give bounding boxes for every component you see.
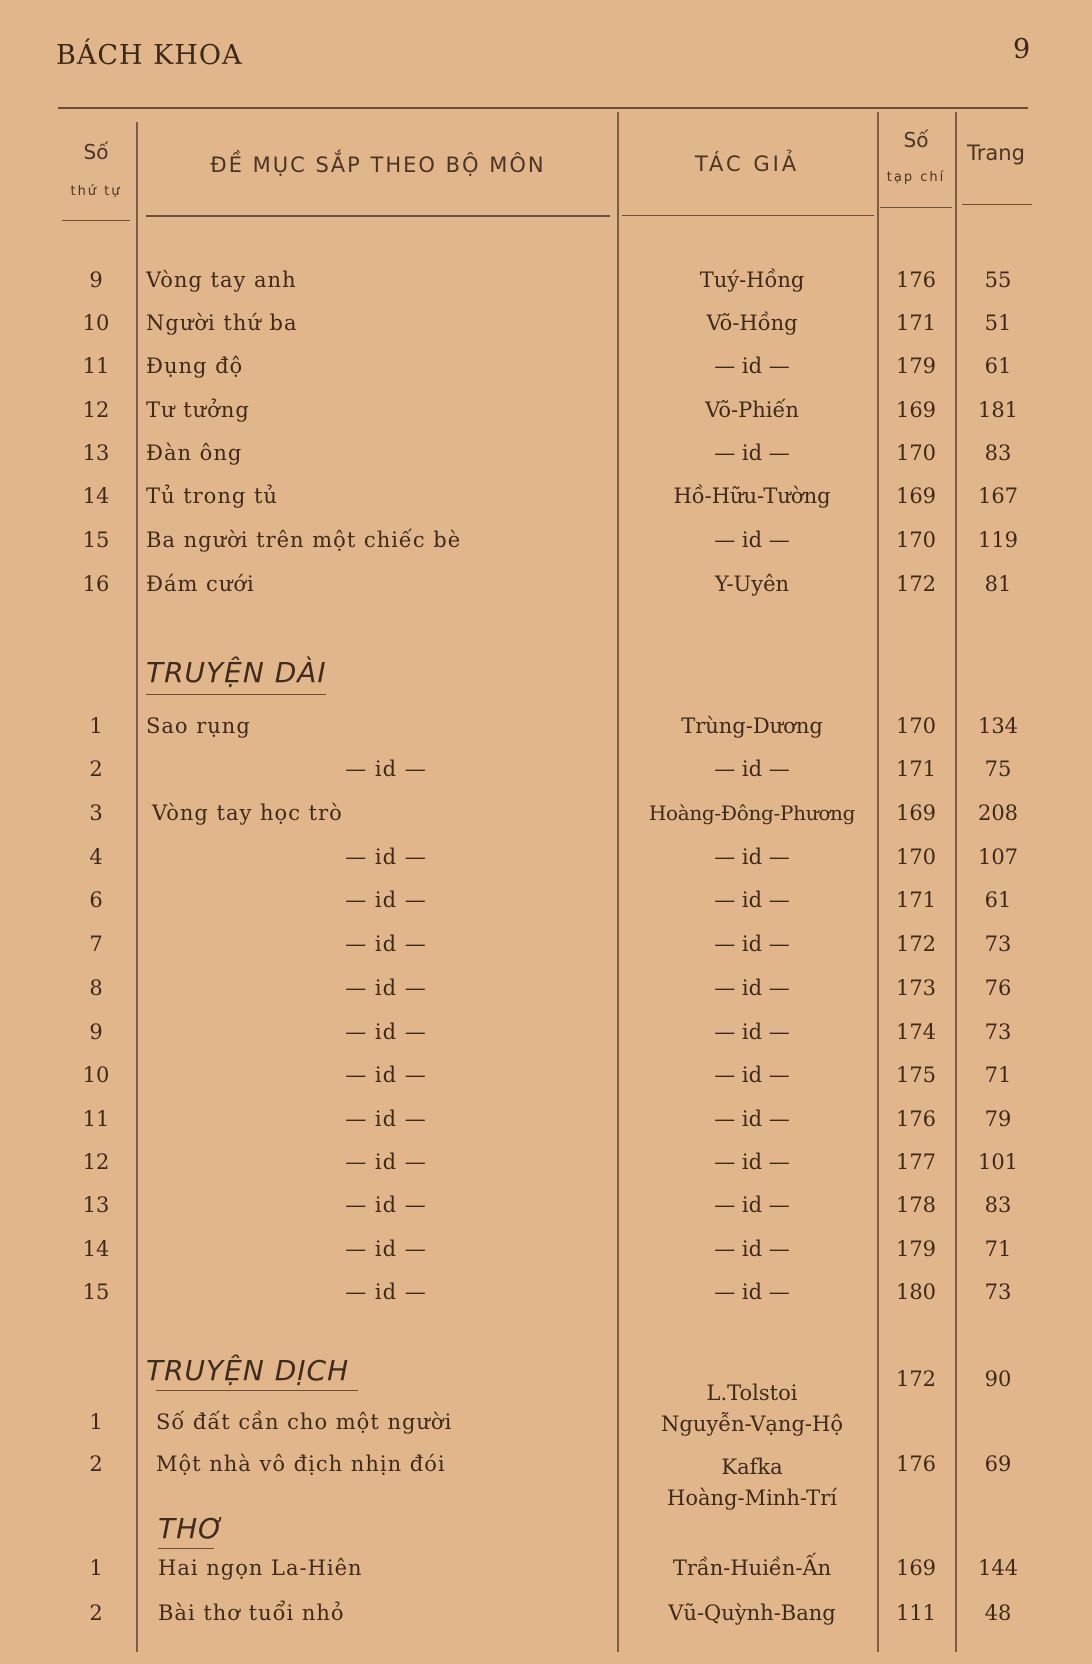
table-row [0, 976, 1092, 1018]
row-issue: 173 [895, 976, 937, 1000]
row-author: Võ-Phiến [705, 398, 799, 422]
row-page: 61 [984, 354, 1012, 378]
row-issue: 172 [895, 572, 937, 596]
table-row [0, 1280, 1092, 1322]
section-heading-truyen-dai: TRUYỆN DÀI [146, 656, 327, 689]
row-author: Võ-Hồng [706, 311, 798, 335]
row-page: 134 [977, 714, 1019, 738]
row-issue: 174 [895, 1020, 937, 1044]
row-page: 79 [984, 1107, 1012, 1131]
translator: Nguyễn-Vạng-Hộ [661, 1412, 843, 1436]
table-row [0, 1107, 1092, 1149]
row-page: 48 [984, 1601, 1012, 1625]
row-author: — id — [714, 528, 790, 552]
row-author: — id — [714, 1063, 790, 1087]
row-issue: 177 [895, 1150, 937, 1174]
row-author: — id — [714, 441, 790, 465]
table-row [0, 888, 1092, 930]
header-underline-no [62, 220, 130, 221]
header-no: Số [83, 140, 109, 164]
table-row [0, 398, 1092, 440]
row-page: 73 [984, 1020, 1012, 1044]
row-title: Số đất cần cho một người [156, 1410, 453, 1434]
row-title: Tủ trong tủ [146, 484, 278, 508]
section-heading-truyen-dich: TRUYỆN DỊCH [146, 1354, 350, 1387]
row-issue: 171 [895, 888, 937, 912]
row-page: 75 [984, 757, 1012, 781]
table-row [0, 714, 1092, 756]
row-page: 51 [984, 311, 1012, 335]
header-issue: Số [903, 128, 929, 152]
row-title: — id — [345, 1107, 427, 1131]
row-title: Đàn ông [146, 441, 243, 465]
row-page: 81 [984, 572, 1012, 596]
row-issue: 176 [895, 1452, 937, 1476]
row-author: — id — [714, 1150, 790, 1174]
row-title: — id — [345, 845, 427, 869]
row-author: — id — [714, 888, 790, 912]
row-number: 10 [82, 311, 110, 335]
row-title: Ba người trên một chiếc bè [146, 528, 462, 552]
table-row [0, 1020, 1092, 1062]
row-number: 6 [89, 888, 103, 912]
table-row [0, 1237, 1092, 1279]
header-page: Trang [967, 141, 1025, 165]
row-title: — id — [345, 1280, 427, 1304]
row-number: 1 [89, 1556, 103, 1580]
row-author: Trùng-Dương [681, 714, 823, 738]
row-title: Đám cưới [146, 572, 255, 596]
row-title: Hai ngọn La-Hiên [158, 1556, 363, 1580]
row-issue: 172 [895, 932, 937, 956]
row-title: Đụng độ [146, 354, 244, 378]
row-number: 1 [89, 1410, 103, 1434]
header-underline-author [622, 215, 874, 216]
row-page: 167 [977, 484, 1019, 508]
original-author: L.Tolstoi [706, 1381, 798, 1405]
row-number: 7 [89, 932, 103, 956]
row-number: 14 [82, 484, 110, 508]
running-head: BÁCH KHOA [56, 40, 243, 71]
row-number: 9 [89, 1020, 103, 1044]
row-issue: 171 [895, 757, 937, 781]
row-number: 15 [82, 528, 110, 552]
table-row [0, 1193, 1092, 1235]
table-row [0, 1367, 1092, 1409]
table-row [0, 1556, 1092, 1598]
header-no-sub: thứ tự [70, 184, 122, 199]
row-issue: 180 [895, 1280, 937, 1304]
row-author: Trần-Huiền-Ấn [672, 1556, 832, 1580]
row-number: 4 [89, 845, 103, 869]
header-underline-issue [880, 207, 952, 208]
row-author: Hồ-Hữu-Tường [673, 484, 831, 508]
row-page: 101 [977, 1150, 1019, 1174]
row-title: — id — [345, 1150, 427, 1174]
row-issue: 170 [895, 845, 937, 869]
row-page: 83 [984, 1193, 1012, 1217]
row-title: — id — [345, 976, 427, 1000]
row-issue: 171 [895, 311, 937, 335]
row-issue: 178 [895, 1193, 937, 1217]
section-heading-underline [158, 1548, 214, 1549]
row-page: 208 [977, 801, 1019, 825]
row-issue: 176 [895, 1107, 937, 1131]
row-issue: 169 [895, 484, 937, 508]
table-row [0, 1410, 1092, 1452]
table-top-rule [58, 107, 1028, 109]
row-title: — id — [345, 1193, 427, 1217]
row-title: — id — [345, 1020, 427, 1044]
row-issue: 179 [895, 354, 937, 378]
row-author: — id — [714, 1020, 790, 1044]
row-number: 1 [89, 714, 103, 738]
row-page: 107 [977, 845, 1019, 869]
row-page: 90 [984, 1367, 1012, 1391]
row-author: Tuý-Hồng [699, 268, 805, 292]
row-number: 12 [82, 1150, 110, 1174]
row-number: 11 [82, 354, 110, 378]
row-number: 2 [89, 1601, 103, 1625]
row-page: 73 [984, 1280, 1012, 1304]
row-page: 83 [984, 441, 1012, 465]
row-issue: 170 [895, 441, 937, 465]
section-heading-underline [146, 694, 326, 695]
table-row [0, 268, 1092, 310]
row-page: 71 [984, 1237, 1012, 1261]
translator: Hoàng-Minh-Trí [667, 1486, 837, 1510]
row-number: 14 [82, 1237, 110, 1261]
row-author: Y-Uyên [714, 572, 790, 596]
table-row [0, 441, 1092, 483]
page-number: 9 [1013, 34, 1031, 65]
row-author: — id — [714, 757, 790, 781]
row-number: 10 [82, 1063, 110, 1087]
table-row [0, 757, 1092, 799]
row-author: Hoàng-Đông-Phương [648, 801, 856, 825]
table-row [0, 528, 1092, 570]
table-row [0, 484, 1092, 526]
row-title: Bài thơ tuổi nhỏ [158, 1601, 345, 1625]
row-page: 61 [984, 888, 1012, 912]
row-issue: 111 [895, 1601, 937, 1625]
row-page: 55 [984, 268, 1012, 292]
row-author: — id — [714, 1237, 790, 1261]
row-title: — id — [345, 888, 427, 912]
table-row [0, 1063, 1092, 1105]
row-title: — id — [345, 932, 427, 956]
table-row [0, 354, 1092, 396]
row-number: 8 [89, 976, 103, 1000]
section-heading-tho: THƠ [158, 1512, 225, 1545]
row-number: 13 [82, 1193, 110, 1217]
row-issue: 169 [895, 801, 937, 825]
row-number: 13 [82, 441, 110, 465]
header-underline-page [962, 204, 1032, 205]
row-number: 12 [82, 398, 110, 422]
row-number: 9 [89, 268, 103, 292]
row-page: 71 [984, 1063, 1012, 1087]
row-author: Vũ-Quỳnh-Bang [668, 1601, 836, 1625]
row-author: — id — [714, 1107, 790, 1131]
row-page: 181 [977, 398, 1019, 422]
row-issue: 175 [895, 1063, 937, 1087]
row-author: — id — [714, 354, 790, 378]
header-issue-sub: tạp chí [886, 170, 946, 185]
row-page: 119 [977, 528, 1019, 552]
row-issue: 169 [895, 398, 937, 422]
row-number: 15 [82, 1280, 110, 1304]
row-title: Người thứ ba [146, 311, 298, 335]
row-author: — id — [714, 1193, 790, 1217]
row-number: 3 [89, 801, 103, 825]
table-row [0, 1452, 1092, 1494]
row-author: — id — [714, 932, 790, 956]
row-title: Tư tưởng [146, 398, 250, 422]
row-number: 11 [82, 1107, 110, 1131]
row-issue: 176 [895, 268, 937, 292]
row-author: — id — [714, 845, 790, 869]
table-row [0, 572, 1092, 614]
header-underline-title [146, 215, 610, 217]
row-page: 144 [977, 1556, 1019, 1580]
row-issue: 172 [895, 1367, 937, 1391]
row-page: 73 [984, 932, 1012, 956]
row-title: Vòng tay anh [146, 268, 297, 292]
table-row [0, 932, 1092, 974]
row-number: 2 [89, 1452, 103, 1476]
row-issue: 169 [895, 1556, 937, 1580]
row-number: 2 [89, 757, 103, 781]
row-number: 16 [82, 572, 110, 596]
row-page: 69 [984, 1452, 1012, 1476]
row-title: — id — [345, 1237, 427, 1261]
row-title: Một nhà vô địch nhịn đói [156, 1452, 446, 1476]
row-title: Vòng tay học trò [152, 801, 343, 825]
row-author: — id — [714, 1280, 790, 1304]
row-issue: 170 [895, 714, 937, 738]
row-page: 76 [984, 976, 1012, 1000]
header-author: TÁC GIẢ [694, 152, 800, 176]
table-row [0, 1601, 1092, 1643]
row-author: — id — [714, 976, 790, 1000]
table-row [0, 311, 1092, 353]
original-author: Kafka [721, 1455, 783, 1479]
row-title: — id — [345, 1063, 427, 1087]
table-row [0, 845, 1092, 887]
table-row [0, 1150, 1092, 1192]
row-issue: 179 [895, 1237, 937, 1261]
row-title: Sao rụng [146, 714, 251, 738]
row-issue: 170 [895, 528, 937, 552]
row-title: — id — [345, 757, 427, 781]
table-row [0, 801, 1092, 843]
header-title: ĐỀ MỤC SẮP THEO BỘ MÔN [210, 153, 546, 177]
